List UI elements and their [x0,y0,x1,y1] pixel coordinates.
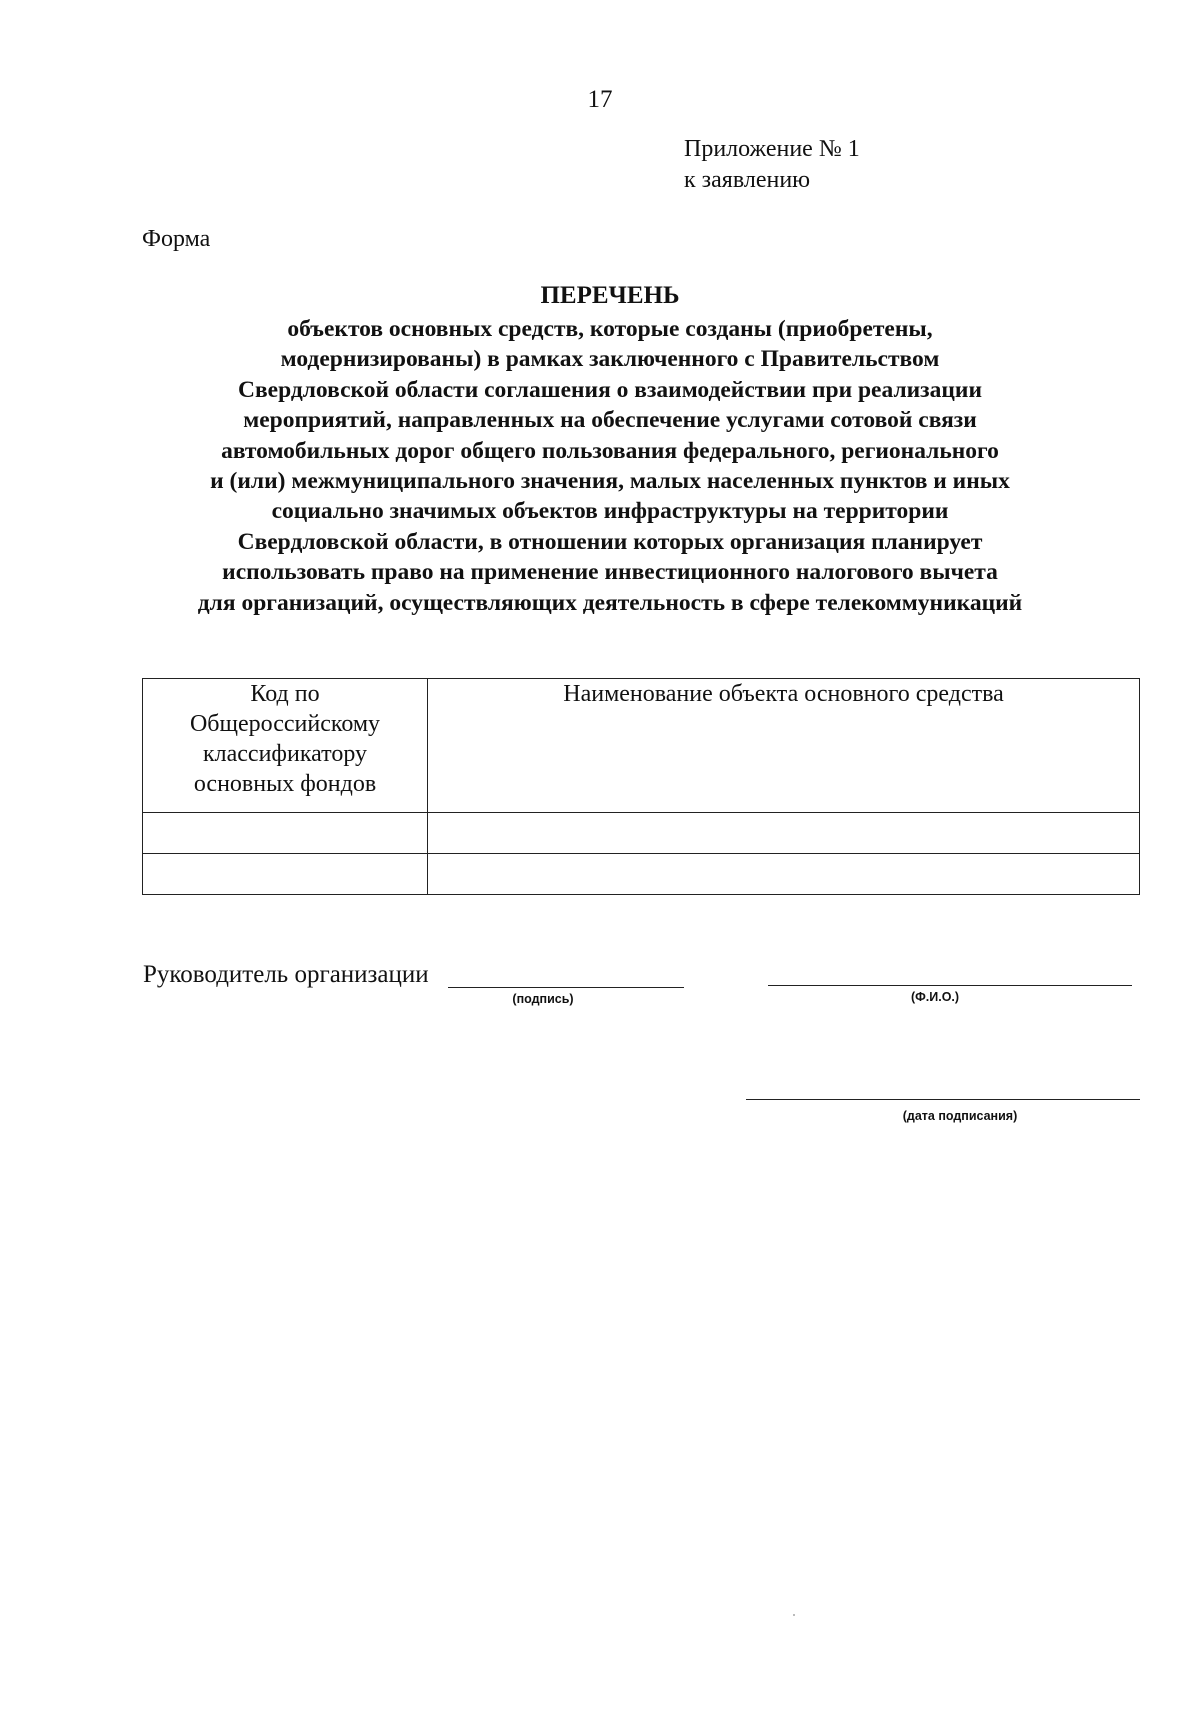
title-line: модернизированы) в рамках заключенного с Правительством [280,346,940,373]
header-code-line: Код по [250,681,320,707]
title-line: Свердловской области, в отношении которых организация планирует [237,528,983,555]
header-code [143,679,428,813]
signatory-label: Руководитель организации [143,961,429,988]
appendix-note [684,134,860,196]
cell-name[interactable] [428,854,1140,895]
page-number: 17 [587,86,613,113]
date-caption: (дата подписания) [902,1109,1018,1123]
scan-speck [793,1614,795,1616]
appendix-line-1: Приложение № 1 [684,136,860,162]
table-row [143,813,1140,854]
table-header-row [143,679,1140,813]
cell-code[interactable] [143,813,428,854]
title-line: для организаций, осуществляющих деятельность в сфере телекоммуникаций [197,589,1023,616]
title-line: и (или) межмуниципального значения, малых населенных пунктов и иных [210,468,1010,495]
full-name-caption: (Ф.И.О.) [910,990,960,1004]
title-line: объектов основных средств, которые созданы (приобретены, [287,316,933,342]
assets-table [142,678,1140,895]
title-heading: ПЕРЕЧЕНЬ [540,282,680,309]
header-code-line: классификатору [202,741,367,767]
header-code-line: Общероссийскому [189,711,381,737]
full-name-line[interactable] [768,985,1132,986]
title-line: Свердловской области соглашения о взаимодействии при реализации [238,376,982,403]
document-title [150,280,1070,618]
cell-code[interactable] [143,854,428,895]
title-line: мероприятий, направленных на обеспечение услугами сотовой связи [243,407,977,434]
table-row [143,854,1140,895]
form-label: Форма [142,226,211,252]
cell-name[interactable] [428,813,1140,854]
header-name: Наименование объекта основного средства [428,679,1140,813]
header-code-line: основных фондов [193,771,377,797]
title-line: автомобильных дорог общего пользования федерального, регионального [221,437,999,464]
title-line: использовать право на применение инвестиционного налогового вычета [222,559,998,586]
appendix-line-2: к заявлению [684,167,811,193]
date-line[interactable] [746,1099,1140,1100]
signature-caption: (подпись) [512,992,574,1006]
title-line: социально значимых объектов инфраструктуры на территории [271,498,949,525]
signature-line[interactable] [448,987,684,988]
